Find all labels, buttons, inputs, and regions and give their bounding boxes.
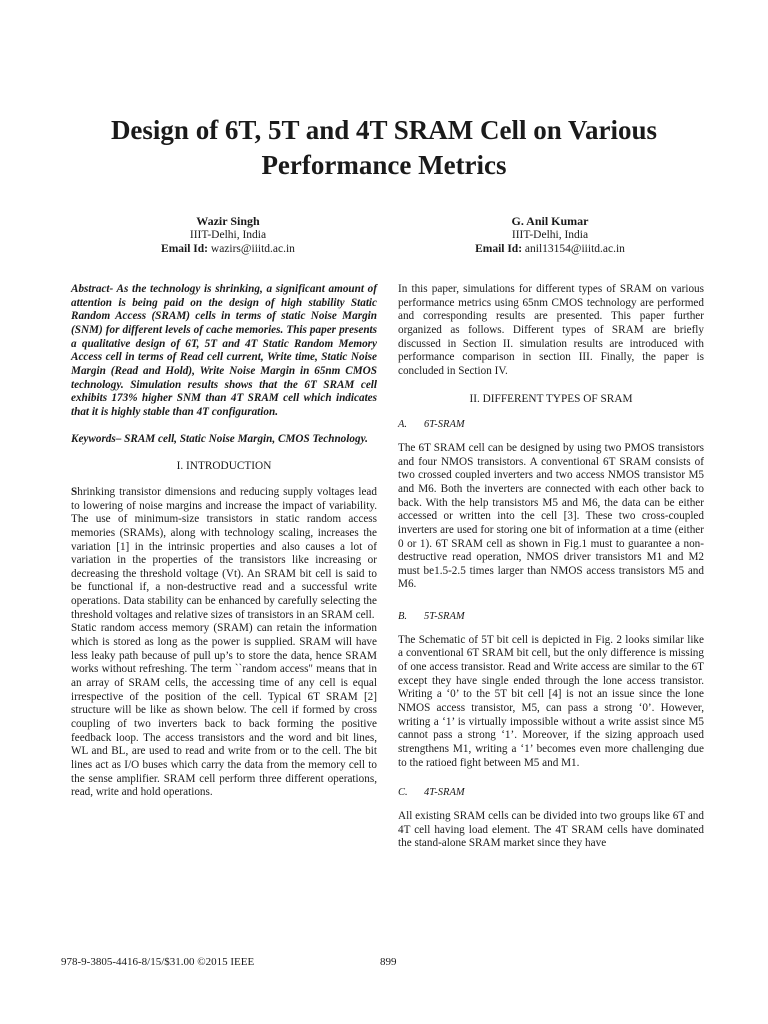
section-heading-types: II. DIFFERENT TYPES OF SRAM	[469, 392, 633, 405]
copyright-line: 978-9-3805-4416-8/15/$31.00 ©2015 IEEE	[61, 956, 255, 968]
author-affiliation: IIIT-Delhi, India	[511, 229, 589, 241]
author-email-line	[98, 242, 358, 256]
author-email: anil13154@iiitd.ac.in	[524, 243, 625, 255]
subsection-heading-5t	[398, 610, 704, 624]
subsection-label: C.	[398, 787, 408, 799]
author-name: Wazir Singh	[196, 214, 260, 228]
subsection-title: 5T-SRAM	[424, 611, 465, 623]
title-line-2: Performance Metrics	[261, 150, 507, 180]
drop-letter: S	[71, 485, 78, 498]
email-label: Email Id:	[161, 243, 209, 255]
title-line-1: Design of 6T, 5T and 4T SRAM Cell on Various	[110, 115, 658, 145]
right-column	[398, 283, 704, 851]
outline-paragraph: In this paper, simulations for different types of SRAM on various performance metrics using 65nm CMOS technology are performed and corresponding results are presented. This paper further organized as follows. Different types of SRAM are briefly discussed in Section II. simulation results are introduced with performance comparison in section III. Finally, the paper is concluded in Section IV.	[398, 283, 704, 377]
page-number: 899	[380, 956, 397, 968]
paper-title	[60, 113, 708, 183]
author-email-line	[420, 242, 680, 256]
page-footer	[61, 956, 707, 968]
paragraph-5t: The Schematic of 5T bit cell is depicted in Fig. 2 looks similar like a conventional 6T SRAM bit cell, but the only difference is missing of one access transistor. Read and Write access are similar to the 6T except they have single ended through the lone access transistor. Writing a ‘0’ to the 5T bit cell [4] is not an issue since the lone NMOS access transistor, M5, can pass a strong ‘0’. However, writing a ‘1’ is virtually impossible without a write assist since M5 cannot pass a strong ‘1’. Moreover, if the sizing approach used strengthens M1, writing a ‘1’ becomes even more challenging due to the ratioed fight between M5 and M1.	[398, 633, 704, 769]
abstract: Abstract- As the technology is shrinking, a significant amount of attention is being paid on the design of high stability Static Random Access (SRAM) cells in terms of static Noise Margin (SNM) for different levels of cache memories. This paper presents a qualitative design of 6T, 5T and 4T Static Random Memory Access cell in terms of Read cell current, Write time, Static Noise Margin (Read and Hold), Write Noise Margin in 65nm CMOS technology. Simulation results shows that the 6T SRAM cell exhibits 173% higher SNM than 4T SRAM cell which indicates that it is highly stable than 4T configuration.	[71, 283, 377, 418]
author-email: wazirs@iiitd.ac.in	[210, 243, 295, 255]
author-affiliation: IIIT-Delhi, India	[189, 229, 267, 241]
section-heading-introduction: I. INTRODUCTION	[176, 460, 272, 473]
subsection-label: B.	[398, 611, 408, 623]
subsection-title: 6T-SRAM	[424, 419, 465, 431]
left-column	[71, 283, 377, 800]
paragraph-6t: The 6T SRAM cell can be designed by using two PMOS transistors and four NMOS transistors. A conventional 6T SRAM consists of two crossed coupled inverters and two access NMOS transistor M5 and M6. Both the inverters are connected with each other back to back. With the help transistors M5 and M6, the data can be either accessed or written into the cell [3]. These two cross-coupled inverters are used for storing one bit of information at a time (either 0 or 1). 6T SRAM cell as shown in Fig.1 must to guarantee a non-destructive read operation, NMOS driver transistors M1 and M2 must be1.5-2.5 times larger than NMOS access transistors M5 and M6.	[398, 441, 704, 591]
email-label: Email Id:	[475, 243, 523, 255]
subsection-heading-4t	[398, 786, 704, 800]
subsection-label: A.	[398, 419, 408, 431]
intro-paragraph-2: Static random access memory (SRAM) can retain the information which is stored as long as the power is supplied. SRAM will have less leaky path because of pull up’s to store the data, hence SRAM works without refreshing. The term ``random access" means that in an array of SRAM cells, the accessing time of any cell is equal irrespective of the position of the cell. Typical 6T SRAM [2] structure will be like as shown below. The cell if formed by cross coupling of two inverters back to back forming the positive feedback loop. The access transistors and the word and bit lines, WL and BL, are used to read and write from or to the cell. The bit lines act as I/O buses which carry the data from the memory cell to the sense amplifier. SRAM cell perform three different operations, read, write and hold operations.	[71, 622, 377, 799]
subsection-heading-6t	[398, 418, 704, 432]
subsection-title: 4T-SRAM	[424, 787, 465, 799]
author-name: G. Anil Kumar	[511, 214, 589, 228]
keywords: Keywords– SRAM cell, Static Noise Margin, CMOS Technology.	[71, 432, 368, 445]
author-block-2	[420, 214, 680, 256]
author-block-1	[98, 214, 358, 256]
intro-paragraph-1-text: hrinking transistor dimensions and reducing supply voltages lead to lowering of noise margins and increase the impact of variability. The use of minimum-size transistors in static random access memories (SRAMs), along with technology scaling, increases the variation [1] in the intrinsic properties and also causes a lot of variation in the properties of the transistors like increasing or decreasing the threshold voltage (Vt). An SRAM bit cell is said to be functional if, a non-destructive read and a successful write operations. Data stability can be enhanced by carefully selecting the threshold voltages and relative sizes of transistors in an SRAM cell.	[71, 485, 377, 621]
paragraph-4t: All existing SRAM cells can be divided into two groups like 6T and 4T cell having load element. The 4T SRAM cells have dominated the stand-alone SRAM market since they have	[398, 810, 704, 850]
intro-paragraph-1	[71, 486, 377, 623]
